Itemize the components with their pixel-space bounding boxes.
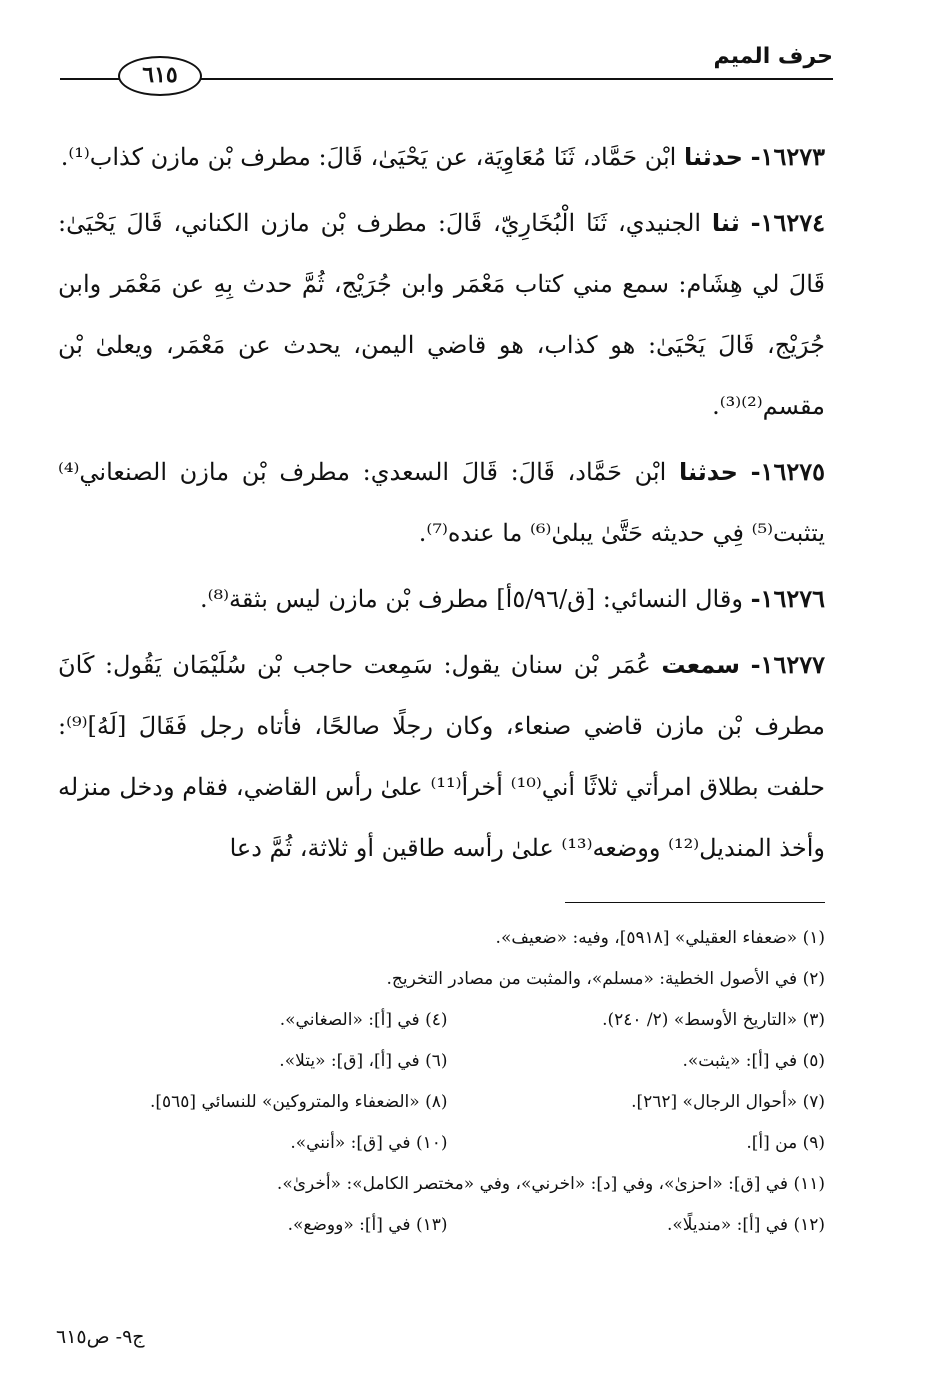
- footnote-6: (٦) في [أ]، [ق]: «يتلا».: [279, 1051, 448, 1071]
- footnote-2: (٢) في الأصول الخطية: «مسلم»، والمثبت من مصادر التخريج.: [386, 969, 825, 989]
- footnote-row: [70, 1205, 825, 1246]
- entry-keyword: حدثنا: [678, 458, 738, 486]
- footnote-11: (١١) في [ق]: «احزىٰ»، وفي [د]: «اخرني»، وفي «مختصر الكامل»: «أخرىٰ».: [276, 1174, 825, 1194]
- entry-keyword: ثنا: [711, 209, 740, 237]
- footnote-4: (٤) في [أ]: «الصغاني».: [279, 1010, 448, 1030]
- entry-16277: [58, 634, 825, 879]
- footnote-13: (١٣) في [أ]: «ووضع».: [287, 1215, 448, 1235]
- entry-16275: [58, 441, 825, 564]
- main-text: [58, 126, 825, 883]
- footnote-3: (٣) «التاريخ الأوسط» (٢/ ٢٤٠).: [602, 1010, 825, 1030]
- entry-number: ١٦٢٧٤-: [750, 208, 825, 237]
- entry-number: ١٦٢٧٧-: [750, 650, 825, 679]
- footnote-separator: [565, 902, 825, 903]
- footnote-row: [70, 1082, 825, 1123]
- entry-keyword: سمعت: [661, 651, 740, 679]
- entry-text: وقال النسائي: [ق/٥/٩٦أ] مطرف بْن مازن ليس بثقة⁽⁸⁾.: [200, 585, 743, 613]
- footnote-row: [70, 1041, 825, 1082]
- footnote-1: (١) «ضعفاء العقيلي» [٥٩١٨]، وفيه: «ضعيف».: [495, 928, 825, 948]
- footnote-row: [70, 1000, 825, 1041]
- entry-16273: [58, 126, 825, 188]
- footnote-10: (١٠) في [ق]: «أنني».: [290, 1133, 448, 1153]
- footnote-8: (٨) «الضعفاء والمتروكين» للنسائي [٥٦٥].: [149, 1092, 448, 1112]
- footnotes: [70, 918, 825, 1246]
- footnote-7: (٧) «أحوال الرجال» [٢٦٢].: [631, 1092, 825, 1112]
- entry-16274: [58, 192, 825, 437]
- footnote-9: (٩) من [أ].: [746, 1133, 825, 1153]
- entry-text: عُمَر بْن سنان يقول: سَمِعت حاجب بْن سُلَيْمَان يَقُول: كَانَ مطرف بْن مازن قاضي صنعاء، وكان رجلًا صالحًا، فأتاه رجل فَقَالَ [لَهُ]⁽⁹⁾: حلفت بطلاق امرأتي ثلاثًا أني⁽¹⁰⁾ أخرأ⁽¹¹⁾ علىٰ رأس القاضي، فقام ودخل منزله وأخذ المنديل⁽¹²⁾ ووضعه⁽¹³⁾ علىٰ رأسه طاقين أو ثلاثة، ثُمَّ دعا: [58, 651, 825, 862]
- footnote-5: (٥) في [أ]: «يثبت».: [682, 1051, 825, 1071]
- entry-text: ابْن حَمَّاد، قَالَ: قَالَ السعدي: مطرف بْن مازن الصنعاني⁽⁴⁾ يتثبت⁽⁵⁾ فِي حديثه حَتَّىٰ يبلىٰ⁽⁶⁾ ما عنده⁽⁷⁾.: [58, 458, 825, 547]
- footnote-12: (١٢) في [أ]: «منديلًا».: [666, 1215, 825, 1235]
- chapter-title: حرف الميم: [713, 44, 833, 69]
- entry-number: ١٦٢٧٣-: [750, 142, 825, 171]
- entry-number: ١٦٢٧٦-: [750, 584, 825, 613]
- page-number-badge: ٦١٥: [118, 56, 202, 96]
- volume-page-reference: ج٩- ص٦١٥: [56, 1326, 145, 1348]
- entry-keyword: حدثنا: [683, 143, 743, 171]
- entry-number: ١٦٢٧٥-: [750, 457, 825, 486]
- entry-text: الجنيدي، ثَنَا الْبُخَارِيّ، قَالَ: مطرف بْن مازن الكناني، قَالَ يَحْيَىٰ: قَالَ لي هِشَام: سمع مني كتاب مَعْمَر وابن جُرَيْج، ثُمَّ حدث بِهِ عن مَعْمَر وابن جُرَيْج، قَالَ يَحْيَىٰ: هو كذاب، هو قاضي اليمن، يحدث عن مَعْمَر، ويعلىٰ بْن مقسم⁽²⁾⁽³⁾.: [58, 209, 825, 420]
- entry-16276: [58, 568, 825, 630]
- entry-text: ابْن حَمَّاد، ثَنَا مُعَاوِيَة، عن يَحْيَىٰ، قَالَ: مطرف بْن مازن كذاب⁽¹⁾.: [60, 143, 677, 171]
- footnote-row: [70, 1123, 825, 1164]
